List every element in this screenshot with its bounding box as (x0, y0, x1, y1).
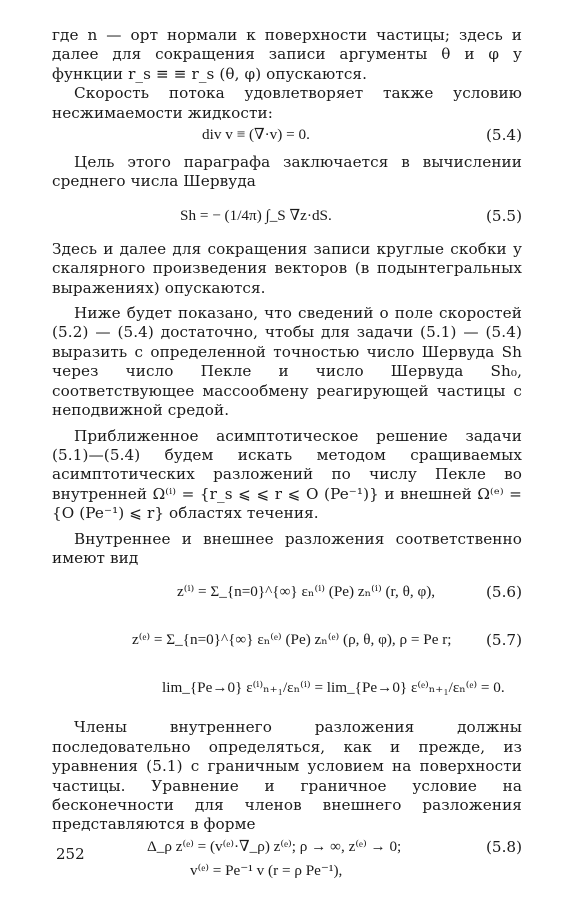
equation-5-4 (52, 123, 522, 147)
paragraph: Скорость потока удовлетворяет также условию несжимаемости жидкости: (52, 84, 522, 122)
equation-body: v⁽ᵉ⁾ = Pe⁻¹ v (r = ρ Pe⁻¹), (190, 861, 343, 879)
equation-5-6 (52, 568, 522, 616)
equation-body: z⁽ᵉ⁾ = Σ_{n=0}^{∞} εₙ⁽ᵉ⁾ (Pe) zₙ⁽ᵉ⁾ (ρ, θ, φ), ρ = Pe r; (132, 631, 452, 649)
equation-limit (52, 664, 522, 712)
paragraph: Члены внутреннего разложения должны последовательно определяться, как и прежде, из уравнения (5.1) с граничным условием на поверхности частицы. Уравнение и граничное условие на бесконечности для членов внешнего разложения представляются в форме (52, 718, 522, 834)
equation-number: (5.4) (485, 126, 522, 145)
paragraph: Приближенное асимптотическое решение задачи (5.1)—(5.4) будем искать методом сращиваемых асимптотических разложений по числу Пекле во внутренней Ω⁽ⁱ⁾ = {r_s ⩽ ⩽ r ⩽ O (Pe⁻¹)} и внешней Ω⁽ᵉ⁾ = {O (Pe⁻¹) ⩽ r} областях течения. (52, 426, 522, 523)
paragraph: Здесь и далее для сокращения записи круглые скобки у скалярного произведения векторов (в подынтегральных выражениях) опускаются. (52, 239, 522, 297)
paragraph: Цель этого параграфа заключается в вычислении среднего числа Шервуда (52, 153, 522, 191)
equation-body: z⁽ⁱ⁾ = Σ_{n=0}^{∞} εₙ⁽ⁱ⁾ (Pe) zₙ⁽ⁱ⁾ (r, θ, φ), (177, 583, 436, 601)
page-number: 252 (56, 845, 85, 863)
equation-velocity (52, 859, 522, 883)
equation-5-7 (52, 616, 522, 664)
paragraph: Ниже будет показано, что сведений о поле скоростей (5.2) — (5.4) достаточно, чтобы для задачи (5.1) — (5.4) выразить с определенной точностью число Шервуда Sh через число Пекле и число Шервуда Sh₀, соответствующее массообмену реагирующей частицы с неподвижной средой. (52, 304, 522, 420)
equation-body: div v ≡ (∇·v) = 0. (202, 126, 310, 144)
equation-number: (5.6) (485, 583, 522, 602)
equation-number: (5.7) (485, 631, 522, 650)
equation-body: lim_{Pe→0} ε⁽ⁱ⁾ₙ₊₁/εₙ⁽ⁱ⁾ = lim_{Pe→0} ε⁽ᵉ⁾ₙ₊₁/εₙ⁽ᵉ⁾ = 0. (162, 679, 505, 697)
page-body (52, 26, 522, 883)
equation-number: (5.8) (485, 837, 522, 856)
equation-5-5 (52, 192, 522, 240)
equation-number: (5.5) (485, 206, 522, 225)
equation-5-8 (52, 835, 522, 859)
paragraph: Внутреннее и внешнее разложения соответственно имеют вид (52, 529, 522, 567)
paragraph: где n — орт нормали к поверхности частицы; здесь и далее для сокращения записи аргументы θ и φ у функции r_s ≡ ≡ r_s (θ, φ) опускаются. (52, 26, 522, 83)
equation-body: Δ_ρ z⁽ᵉ⁾ = (v⁽ᵉ⁾·∇_ρ) z⁽ᵉ⁾; ρ → ∞, z⁽ᵉ⁾ → 0; (147, 837, 402, 855)
equation-body: Sh = − (1/4π) ∫_S ∇z·dS. (180, 206, 332, 224)
